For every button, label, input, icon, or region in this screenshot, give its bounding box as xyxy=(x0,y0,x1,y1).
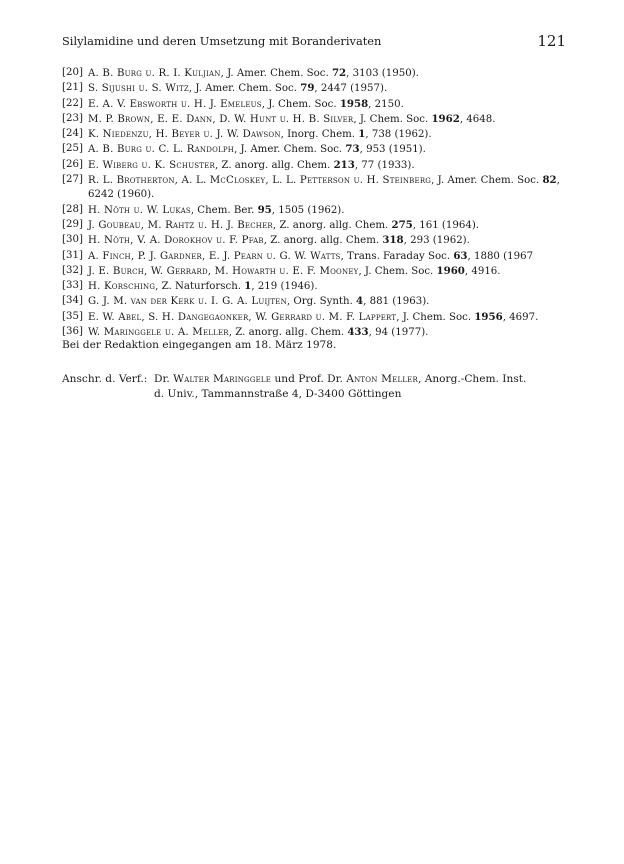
reference-entry xyxy=(62,97,572,112)
citation-text: , Org. Synth. xyxy=(286,296,357,308)
reference-number: [22] xyxy=(62,97,83,109)
reference-entry xyxy=(62,142,572,157)
citation-text: , 738 (1962). xyxy=(365,129,432,141)
reference-number: [26] xyxy=(62,158,83,170)
citation-text: , J. Amer. Chem. Soc. xyxy=(220,68,332,79)
author-names: Walter Maringgele xyxy=(173,373,272,385)
citation-text: , J. Amer. Chem. Soc. xyxy=(188,83,301,95)
volume-number: 1962 xyxy=(431,112,460,125)
citation-text: , 881 (1963). xyxy=(363,296,430,308)
author-names: Anton Meller xyxy=(346,373,418,385)
volume-number: 1956 xyxy=(474,310,503,323)
volume-number: 213 xyxy=(333,158,355,171)
reference-number: [36] xyxy=(62,326,83,338)
reference-number: [21] xyxy=(62,82,83,94)
citation-text: , 2447 (1957). xyxy=(314,83,388,95)
reference-entry xyxy=(62,81,572,96)
page-number: 121 xyxy=(537,32,566,50)
address-text xyxy=(154,372,572,401)
reference-entry xyxy=(62,127,572,142)
reference-entry xyxy=(62,173,572,203)
reference-number: [24] xyxy=(62,128,83,140)
volume-number: 1958 xyxy=(339,97,369,110)
reference-number: [30] xyxy=(62,234,83,246)
citation-text: , Inorg. Chem. xyxy=(280,129,359,141)
author-names: W. Maringgele u. A. Meller xyxy=(88,327,229,339)
author-names: H. Korsching xyxy=(88,281,156,293)
citation-text: , J. Chem. Soc. xyxy=(358,265,437,277)
reference-number: [35] xyxy=(62,310,83,322)
author-names: G. J. M. van der Kerk u. I. G. A. Luijten xyxy=(88,296,287,308)
reference-entry xyxy=(62,264,572,279)
citation-text: , Anorg.-Chem. Inst. xyxy=(417,373,527,385)
volume-number: 82 xyxy=(542,174,557,187)
volume-number: 318 xyxy=(382,234,404,247)
volume-number: 1960 xyxy=(436,264,465,277)
author-names: J. Goubeau, M. Rahtz u. H. J. Becher xyxy=(88,219,273,231)
reference-entry xyxy=(62,310,572,325)
citation-text: , J. Amer. Chem. Soc. xyxy=(234,144,346,156)
citation-text: , 94 (1977). xyxy=(368,327,429,339)
citation-text: , Z. anorg. allg. Chem. xyxy=(263,235,383,247)
reference-number: [34] xyxy=(62,295,83,307)
reference-entry xyxy=(62,66,572,81)
reference-entry xyxy=(62,158,572,173)
reference-entry xyxy=(62,294,572,309)
citation-text: , 1880 (1967 xyxy=(467,250,534,262)
citation-text: , 1505 (1962). xyxy=(271,204,345,216)
citation-text: , Z. Naturforsch. xyxy=(155,281,245,293)
volume-number: 1 xyxy=(358,128,366,141)
reference-number: [20] xyxy=(62,67,83,78)
reference-entry xyxy=(62,279,572,294)
reference-number: [29] xyxy=(62,218,83,230)
author-names: R. L. Brotherton, A. L. McCloskey, L. L. Petterson u. H. Steinberg xyxy=(88,175,432,187)
reference-number: [32] xyxy=(62,264,83,276)
reference-number: [28] xyxy=(62,203,83,215)
volume-number: 433 xyxy=(347,326,369,339)
citation-text: , 293 (1962). xyxy=(403,235,470,247)
citation-text: , Z. anorg. allg. Chem. xyxy=(228,327,348,339)
author-names: E. Wiberg u. K. Schuster xyxy=(88,159,215,171)
author-names: A. Finch, P. J. Gardner, E. J. Pearn u. G. W. Watts xyxy=(88,250,341,262)
reference-number: [25] xyxy=(62,143,83,155)
citation-text: , J. Chem. Soc. xyxy=(396,311,475,323)
reference-number: [33] xyxy=(62,280,83,292)
citation-text: , J. Chem. Soc. xyxy=(261,98,340,110)
volume-number: 79 xyxy=(300,82,315,95)
volume-number: 63 xyxy=(453,249,468,262)
citation-text: , 6242 (1960). xyxy=(88,175,560,201)
author-names: A. B. Burg u. R. I. Kuljian xyxy=(88,68,221,79)
reference-entry xyxy=(62,203,572,218)
reference-entry xyxy=(62,218,572,233)
author-names: A. B. Burg u. C. L. Randolph xyxy=(88,144,235,156)
citation-text: , 4648. xyxy=(459,113,496,125)
reference-number: [31] xyxy=(62,249,83,261)
citation-text: , 4916. xyxy=(464,265,501,277)
volume-number: 95 xyxy=(257,203,272,216)
author-names: H. Nöth u. W. Lukas xyxy=(88,204,191,216)
volume-number: 72 xyxy=(331,67,347,79)
citation-text: , Chem. Ber. xyxy=(190,204,258,216)
volume-number: 275 xyxy=(391,218,413,231)
volume-number: 4 xyxy=(356,295,364,308)
address-line-2: d. Univ., Tammannstraße 4, D-3400 Göttingen xyxy=(154,387,402,400)
citation-text: , Trans. Faraday Soc. xyxy=(340,250,454,262)
author-names: J. E. Burch, W. Gerrard, M. Howarth u. E. F. Mooney xyxy=(88,265,359,277)
citation-text: , 161 (1964). xyxy=(412,219,480,231)
citation-text: , 2150. xyxy=(368,98,404,110)
reference-list xyxy=(62,66,572,340)
address-line-1 xyxy=(154,372,572,387)
citation-text: und Prof. Dr. xyxy=(271,373,347,385)
citation-text: , 219 (1946). xyxy=(251,281,318,293)
citation-text: , Z. anorg. allg. Chem. xyxy=(272,219,392,231)
reference-number: [23] xyxy=(62,112,83,124)
citation-text: , J. Chem. Soc. xyxy=(353,113,432,125)
reference-number: [27] xyxy=(62,174,83,186)
citation-text: , Z. anorg. allg. Chem. xyxy=(214,159,334,171)
author-names: E. A. V. Ebsworth u. H. J. Emeleus xyxy=(88,98,262,110)
reference-entry xyxy=(62,112,572,127)
citation-text: , 3103 (1950). xyxy=(346,68,419,79)
reference-entry xyxy=(62,249,572,264)
running-title: Silylamidine und deren Umsetzung mit Boranderivaten xyxy=(62,34,382,48)
citation-text: , 4697. xyxy=(502,311,539,323)
citation-text: , 77 (1933). xyxy=(354,159,415,171)
citation-text: , 953 (1951). xyxy=(359,144,426,156)
volume-number: 1 xyxy=(244,280,252,293)
address-label: Anschr. d. Verf.: xyxy=(62,373,148,385)
author-names: K. Niedenzu, H. Beyer u. J. W. Dawson xyxy=(88,129,281,141)
volume-number: 73 xyxy=(345,143,360,156)
author-names: E. W. Abel, S. H. Dangegaonker, W. Gerrard u. M. F. Lappert xyxy=(88,311,397,323)
author-names: M. P. Brown, E. E. Dann, D. W. Hunt u. H. B. Silver xyxy=(88,113,354,125)
citation-text: Dr. xyxy=(154,373,174,385)
received-note: Bei der Redaktion eingegangen am 18. März 1978. xyxy=(62,339,337,351)
author-names: H. Nöth, V. A. Dorokhov u. F. Pfab xyxy=(88,235,264,247)
citation-text: , J. Amer. Chem. Soc. xyxy=(431,175,543,187)
author-names: S. Sijushi u. S. Witz xyxy=(88,83,189,95)
reference-entry xyxy=(62,233,572,248)
